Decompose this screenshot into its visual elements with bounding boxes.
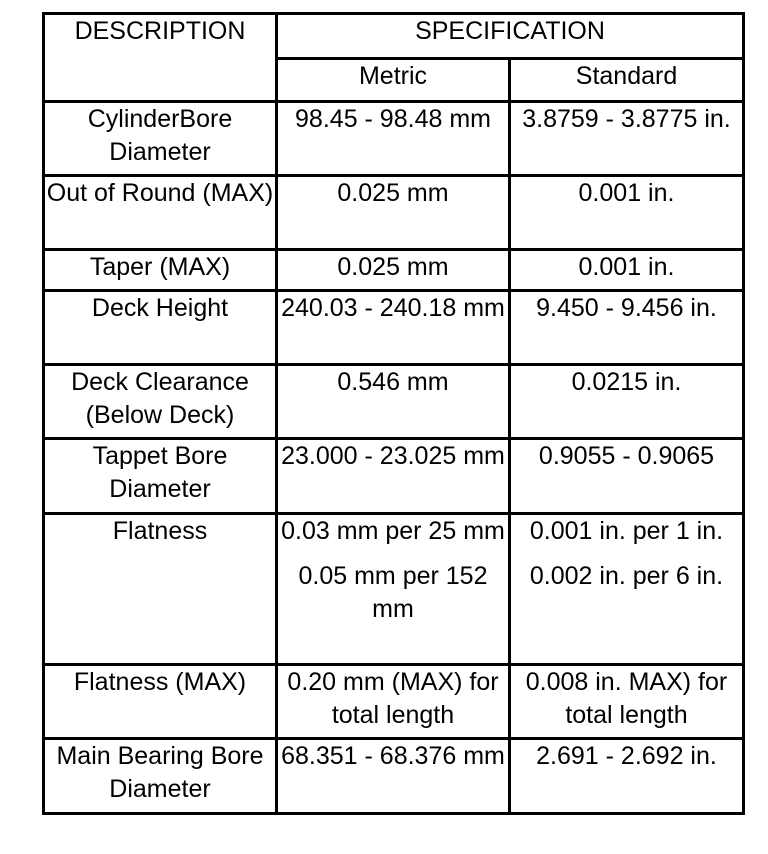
standard-value: 0.008 in. MAX) for total length xyxy=(525,668,728,729)
description-cell: Tappet Bore Diameter xyxy=(44,439,277,514)
metric-cell xyxy=(277,665,510,739)
table-row xyxy=(44,365,744,439)
metric-value: 0.03 mm per 25 mm xyxy=(281,517,505,545)
standard-value: 9.450 - 9.456 in. xyxy=(536,294,717,322)
metric-value: 0.546 mm xyxy=(337,368,449,396)
metric-value: 0.05 mm per 152 mm xyxy=(298,562,488,623)
standard-cell xyxy=(510,102,744,176)
standard-cell xyxy=(510,514,744,665)
table-row xyxy=(44,439,744,514)
standard-cell xyxy=(510,365,744,439)
metric-cell xyxy=(277,365,510,439)
table-row xyxy=(44,291,744,365)
description-cell: Main Bearing Bore Diameter xyxy=(44,739,277,814)
specification-table xyxy=(42,12,745,815)
description-cell: Deck Height xyxy=(44,291,277,365)
description-cell: Out of Round (MAX) xyxy=(44,176,277,250)
metric-value: 68.351 - 68.376 mm xyxy=(281,742,505,770)
standard-value: 0.001 in. xyxy=(578,179,675,207)
metric-cell xyxy=(277,291,510,365)
standard-cell xyxy=(510,439,744,514)
standard-cell xyxy=(510,291,744,365)
metric-cell xyxy=(277,514,510,665)
standard-value: 0.9055 - 0.9065 xyxy=(538,442,715,470)
standard-cell xyxy=(510,665,744,739)
standard-value: 0.0215 in. xyxy=(571,368,682,396)
metric-value: 0.025 mm xyxy=(337,253,449,281)
description-cell: Deck Clearance (Below Deck) xyxy=(44,365,277,439)
metric-cell xyxy=(277,102,510,176)
header-row xyxy=(44,14,744,59)
metric-cell xyxy=(277,439,510,514)
standard-cell xyxy=(510,250,744,291)
standard-cell xyxy=(510,176,744,250)
standard-value: 0.001 in. per 1 in. xyxy=(529,517,724,545)
description-header: DESCRIPTION xyxy=(44,14,277,102)
description-cell: Taper (MAX) xyxy=(44,250,277,291)
standard-value: 3.8759 - 3.8775 in. xyxy=(522,105,731,133)
standard-cell xyxy=(510,739,744,814)
metric-value: 23.000 - 23.025 mm xyxy=(281,442,505,470)
table-row xyxy=(44,176,744,250)
table-row xyxy=(44,102,744,176)
description-cell: CylinderBore Diameter xyxy=(44,102,277,176)
standard-header: Standard xyxy=(510,59,744,102)
metric-cell xyxy=(277,176,510,250)
description-cell: Flatness xyxy=(44,514,277,665)
specification-header: SPECIFICATION xyxy=(277,14,744,59)
metric-value: 240.03 - 240.18 mm xyxy=(281,294,505,322)
metric-cell xyxy=(277,250,510,291)
metric-value: 0.025 mm xyxy=(337,179,449,207)
metric-cell xyxy=(277,739,510,814)
table-row xyxy=(44,739,744,814)
standard-value: 2.691 - 2.692 in. xyxy=(536,742,717,770)
description-cell: Flatness (MAX) xyxy=(44,665,277,739)
standard-value: 0.001 in. xyxy=(578,253,675,281)
metric-value: 0.20 mm (MAX) for total length xyxy=(287,668,499,729)
metric-value: 98.45 - 98.48 mm xyxy=(295,105,491,133)
table-row xyxy=(44,250,744,291)
metric-header: Metric xyxy=(277,59,510,102)
table-row xyxy=(44,514,744,665)
standard-value: 0.002 in. per 6 in. xyxy=(529,562,724,590)
table-row xyxy=(44,665,744,739)
